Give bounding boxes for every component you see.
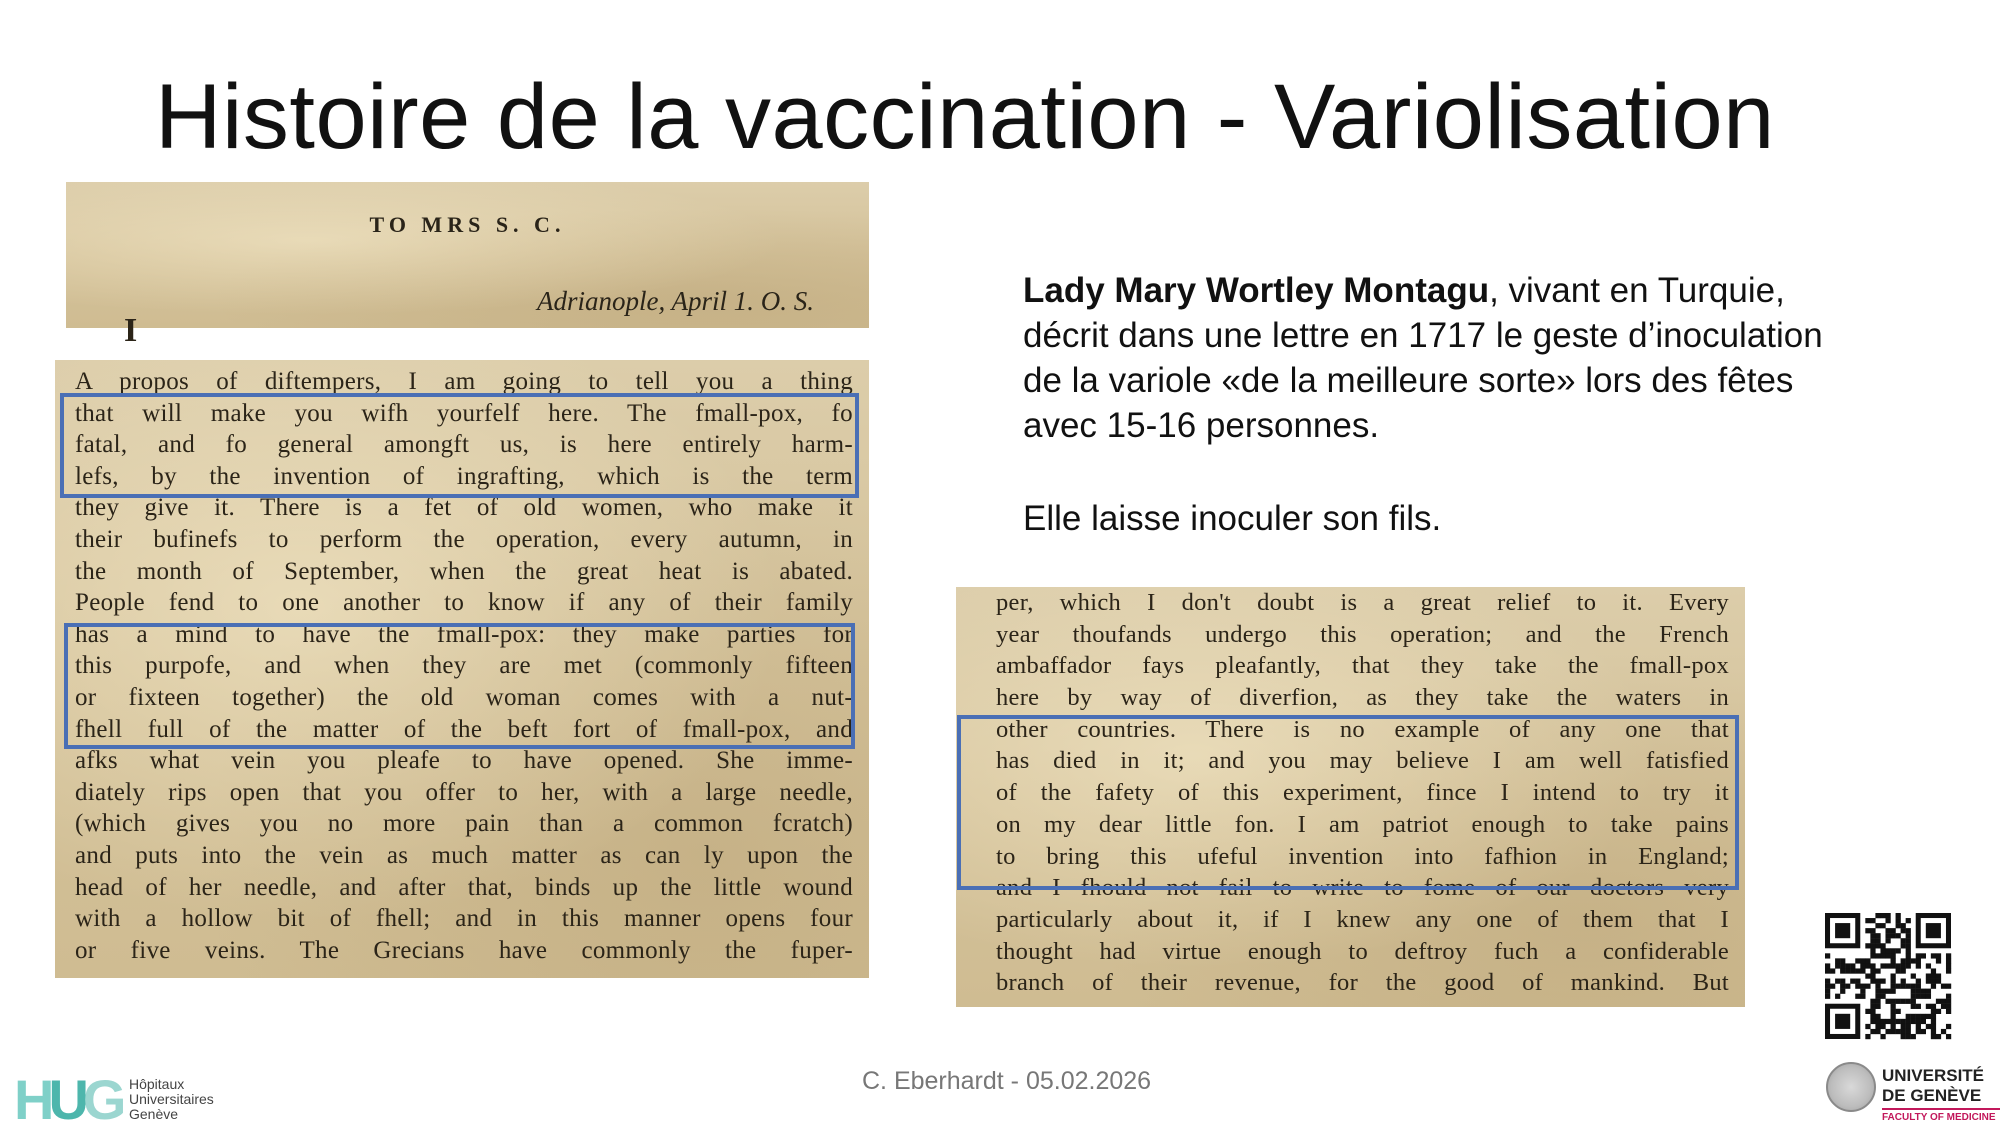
unige-logo: [1826, 1062, 2000, 1125]
hug-logo: [14, 1068, 244, 1131]
scan-line: fhell full of the matter of the beft fort of fmall-pox, and: [75, 715, 853, 743]
description-paragraph-2: Elle laisse inoculer son fils.: [1023, 499, 1442, 538]
scan-line: to bring this ufeful invention into fafhion in England;: [996, 842, 1729, 870]
scan-line: other countries. There is no example of any one that: [996, 715, 1729, 743]
scan-line: A propos of diftempers, I am going to tell you a thing: [75, 368, 853, 395]
letter-scan-left: [55, 360, 869, 978]
unige-name: UNIVERSITÉ DE GENÈVE: [1882, 1066, 1985, 1105]
scan-line: branch of their revenue, for the good of mankind. But: [996, 969, 1729, 997]
scan-line: or five veins. The Grecians have commonly the fuper-: [75, 936, 853, 964]
highlight-box-son: [957, 715, 1739, 890]
scan-line: here by way of diverfion, as they take the waters in: [996, 684, 1729, 712]
scan-line: that will make you wifh yourfelf here. The fmall-pox, fo: [75, 399, 853, 427]
unige-faculty: FACULTY OF MEDICINE: [1882, 1112, 1996, 1123]
letter-drop-cap: I: [124, 312, 138, 349]
scan-line: their bufinefs to perform the operation, every autumn, in: [75, 525, 853, 553]
unige-accent-line: [1882, 1108, 2000, 1110]
scan-line: ambaffador fays pleafantly, that they take the fmall-pox: [996, 652, 1729, 680]
scan-line: thought had virtue enough to deftroy fuch a confiderable: [996, 937, 1729, 965]
scan-line: diately rips open that you offer to her, with a large needle,: [75, 778, 853, 806]
letter-scan-right: [956, 587, 1745, 1007]
scan-line: fatal, and fo general amongft us, is here entirely harm-: [75, 431, 853, 459]
scan-line: they give it. There is a fet of old women, who make it: [75, 494, 853, 522]
unige-seal-icon: [1826, 1062, 1876, 1112]
letter-recipient: TO MRS S. C.: [369, 212, 566, 237]
scan-line: has died in it; and you may believe I am well fatisfied: [996, 747, 1729, 775]
scan-line: People fend to one another to know if any of their family: [75, 589, 853, 617]
slide-title: Histoire de la vaccination - Variolisation: [155, 66, 1775, 168]
scan-line: the month of September, when the great heat is abated.: [75, 557, 853, 585]
scan-line: on my dear little fon. I am patriot enough to take pains: [996, 810, 1729, 838]
scan-line: lefs, by the invention of ingrafting, which is the term: [75, 462, 853, 490]
scan-line: particularly about it, if I knew any one of them that I: [996, 905, 1729, 933]
scan-line: has a mind to have the fmall-pox: they make parties for: [75, 620, 853, 648]
hug-logo-letters: HUG: [14, 1068, 121, 1131]
scan-line: afks what vein you pleafe to have opened. She imme-: [75, 747, 853, 775]
highlight-box-parties: [64, 623, 855, 749]
scan-line: this purpofe, and when they are met (commonly fifteen: [75, 652, 853, 680]
scan-line: per, which I don't doubt is a great relief to it. Every: [996, 589, 1729, 616]
hug-logo-text: Hôpitaux Universitaires Genève: [129, 1076, 214, 1122]
letter-place-date: Adrianople, April 1. O. S.: [536, 286, 814, 316]
description-text: [1023, 268, 1843, 541]
scan-line: (which gives you no more pain than a common fcratch): [75, 810, 853, 838]
description-rest: , vivant en Turquie, décrit dans une lettre en 1717 le geste d’inoculation de la variole «de la meilleure sorte» lors des fêtes avec 15-16 personnes.: [1023, 271, 1823, 445]
scan-line: with a hollow bit of fhell; and in this manner opens four: [75, 905, 853, 933]
description-bold-name: Lady Mary Wortley Montagu: [1023, 271, 1490, 310]
letter-header-scan: [66, 182, 869, 349]
scan-line: of the fafety of this experiment, fince I intend to try it: [996, 779, 1729, 807]
scan-line: and I fhould not fail to write to fome of our doctors very: [996, 874, 1729, 902]
qr-code-icon[interactable]: [1825, 913, 1951, 1039]
footer-credit: C. Eberhardt - 05.02.2026: [862, 1067, 1152, 1095]
scan-line: or fixteen together) the old woman comes with a nut-: [75, 683, 853, 711]
scan-line: year thoufands undergo this operation; and the French: [996, 620, 1729, 648]
highlight-box-ingrafting: [60, 393, 859, 498]
scan-line: head of her needle, and after that, binds up the little wound: [75, 873, 853, 901]
scan-line: and puts into the vein as much matter as can ly upon the: [75, 841, 853, 869]
description-paragraph-1: [1023, 268, 1843, 448]
